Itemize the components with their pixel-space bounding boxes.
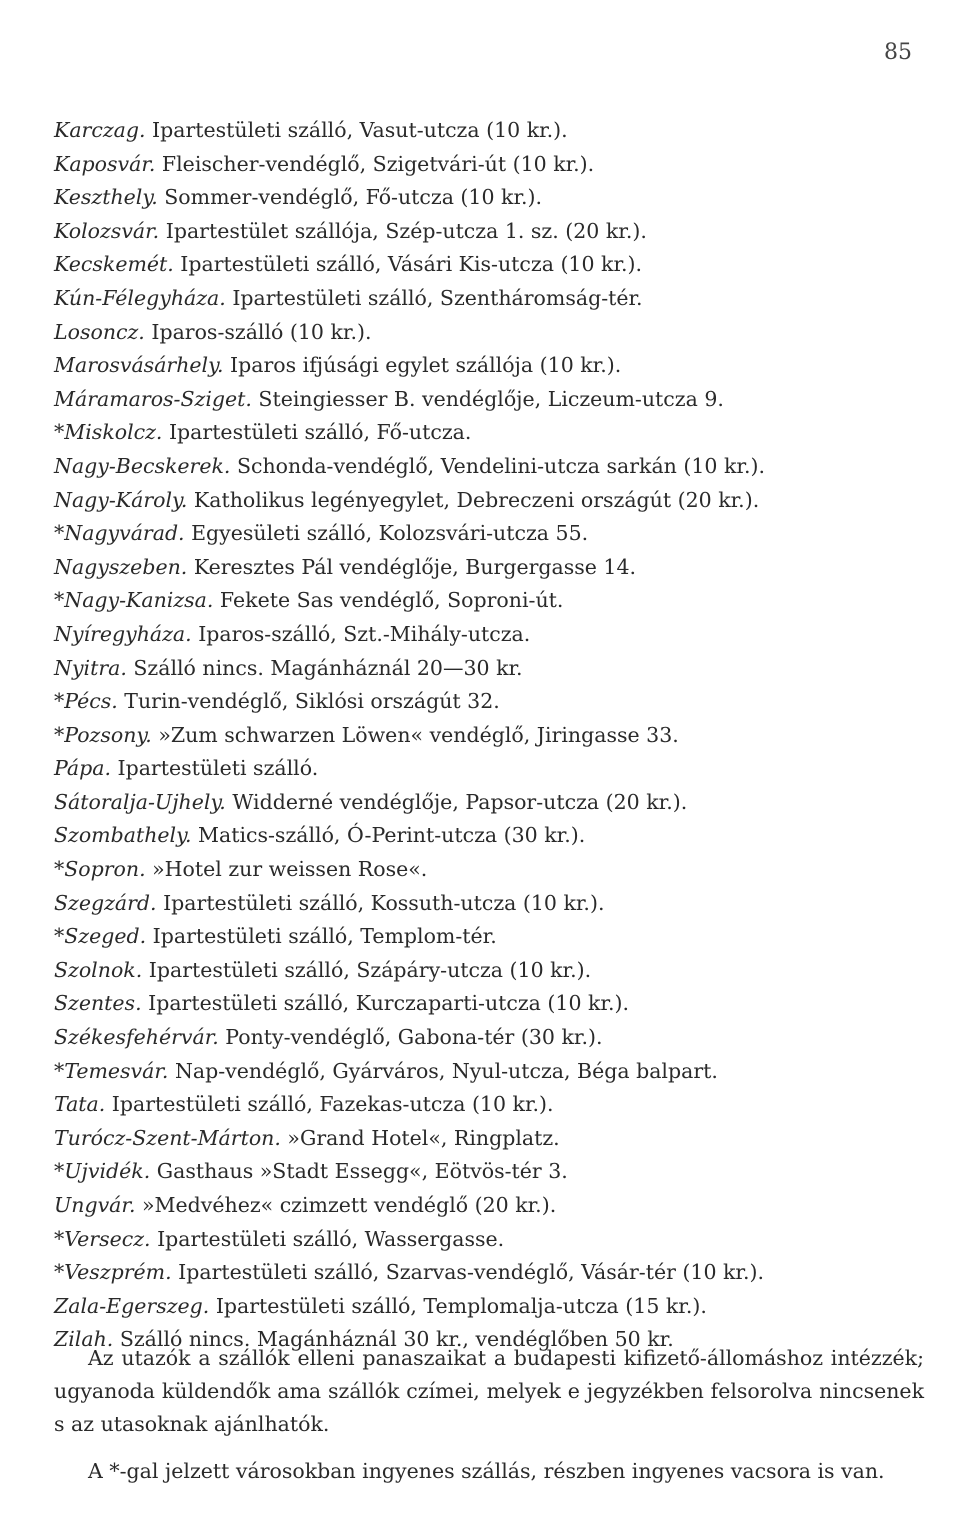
lodging-details: Gasthaus »Stadt Essegg«, Eötvös-tér 3. [150,1159,568,1184]
list-item [54,484,934,518]
lodging-details: Ipartestület szállója, Szép-utcza 1. sz. (20 kr.). [159,218,647,243]
city-name: Nyitra. [54,655,127,680]
list-item [54,181,934,215]
city-name: Sátoralja-Ujhely. [54,789,226,814]
lodging-details: Keresztes Pál vendéglője, Burgergasse 14. [187,554,637,579]
lodging-details: Ipartestületi szálló, Wassergasse. [150,1226,505,1251]
lodging-details: Iparos-szálló, Szt.-Mihály-utcza. [191,621,531,646]
list-item [54,383,934,417]
list-item [54,1088,934,1122]
list-item [54,248,934,282]
list-item [54,786,934,820]
lodging-details: Sommer-vendéglő, Fő-utcza (10 kr.). [157,185,543,210]
list-item [54,819,934,853]
city-name: Sopron. [64,857,146,882]
lodging-details: »Zum schwarzen Löwen« vendéglő, Jiringasse 33. [151,722,679,747]
list-item [54,148,934,182]
city-name: Zilah. [54,1327,114,1352]
list-item [54,1290,934,1324]
lodging-details: Katholikus legényegylet, Debreczeni országút (20 kr.). [187,487,760,512]
list-item [54,450,934,484]
city-name: Szeged. [64,924,147,949]
list-item [54,316,934,350]
city-name: Nagy-Kanizsa. [64,588,214,613]
lodging-details: Matics-szálló, Ó-Perint-utcza (30 kr.). [191,823,586,848]
city-name: Kecskemét. [54,252,174,277]
list-item [54,887,934,921]
asterisk-note: A *-gal jelzett városokban ingyenes szállás, részben ingyenes vacsora is van. [88,1459,885,1483]
city-name: Székesfehérvár. [54,1025,219,1050]
city-name: Szombathely. [54,823,192,848]
lodging-details: Ipartestületi szálló, Templom-tér. [146,924,497,949]
lodging-details: »Medvéhez« czimzett vendéglő (20 kr.). [135,1193,557,1217]
free-lodging-marker: * [54,722,65,747]
list-item [54,1055,934,1089]
city-name: Keszthely. [54,185,158,210]
lodging-details: Ipartestületi szálló, Templomalja-utcza (15 kr.). [209,1293,707,1318]
city-name: Veszprém. [64,1260,172,1285]
free-lodging-marker: * [54,924,65,949]
lodging-details: Schonda-vendéglő, Vendelini-utcza sarkán (10 kr.). [230,453,765,478]
free-lodging-marker: * [54,521,65,546]
list-item [54,416,934,450]
free-lodging-marker: * [54,1260,65,1285]
lodging-details: Ipartestületi szálló, Fazekas-utcza (10 kr.). [105,1092,554,1117]
list-item [54,282,934,316]
list-item [54,114,934,148]
city-name: Kaposvár. [54,151,156,176]
lodging-details: Iparos-szálló (10 kr.). [144,319,372,344]
free-lodging-marker: * [54,1159,65,1184]
lodging-details: Ipartestületi szálló, Kurczaparti-utcza (10 kr.). [141,991,630,1016]
lodging-details: Steingiesser B. vendéglője, Liczeum-utcza 9. [251,386,724,411]
lodging-details: Ipartestületi szálló, Szápáry-utcza (10 kr.). [142,957,592,982]
lodging-details: Szálló nincs. Magánháznál 30 kr., vendéglőben 50 kr. [113,1327,674,1352]
lodging-details: Ipartestületi szálló, Vásári Kis-utcza (10 kr.). [173,252,643,277]
lodging-details: »Hotel zur weissen Rose«. [145,857,428,882]
city-name: Nagyszeben. [54,554,188,579]
page-number: 85 [884,40,912,65]
list-item [54,1256,934,1290]
list-item [54,752,934,786]
list-item [54,920,934,954]
city-name: Karczag. [54,118,146,142]
lodging-details: »Grand Hotel«, Ringplatz. [280,1125,560,1150]
free-lodging-marker: * [54,857,65,882]
list-item [54,1189,934,1223]
lodging-details: Ipartestületi szálló, Szarvas-vendéglő, Vásár-tér (10 kr.). [171,1260,764,1285]
city-name: Szegzárd. [54,890,157,915]
list-item [54,954,934,988]
notes [54,1342,924,1488]
city-name: Nagy-Károly. [54,487,188,512]
free-lodging-marker: * [54,1226,65,1251]
lodging-details: Iparos ifjúsági egylet szállója (10 kr.). [223,353,622,378]
city-name: Kún-Félegyháza. [54,285,226,310]
city-name: Nyíregyháza. [54,621,192,646]
free-lodging-marker: * [54,588,65,613]
list-item [54,719,934,753]
city-name: Tata. [54,1092,106,1117]
city-name: Miskolcz. [64,420,163,445]
free-lodging-marker: * [54,689,65,714]
list-item [54,987,934,1021]
lodging-details: Ipartestületi szálló, Szentháromság-tér. [225,285,643,310]
city-name: Pécs. [64,689,118,714]
lodging-details: Ipartestületi szálló. [110,756,319,781]
city-name: Marosvásárhely. [54,353,224,378]
city-name: Losoncz. [54,319,145,344]
lodging-details: Ponty-vendéglő, Gabona-tér (30 kr.). [218,1025,603,1050]
lodging-details: Fekete Sas vendéglő, Soproni-út. [213,588,564,613]
lodging-details: Szálló nincs. Magánháznál 20—30 kr. [126,655,523,680]
free-lodging-marker: * [54,420,65,445]
list-item [54,1223,934,1257]
city-name: Szolnok. [54,957,143,982]
city-name: Ungvár. [54,1193,136,1217]
lodging-details: Egyesületi szálló, Kolozsvári-utcza 55. [184,521,589,546]
list-item [54,685,934,719]
hotel-list [54,114,934,1357]
list-item [54,618,934,652]
list-item [54,517,934,551]
lodging-details: Turin-vendéglő, Siklósi országút 32. [117,689,500,714]
list-item [54,349,934,383]
list-item [54,853,934,887]
city-name: Ujvidék. [64,1159,151,1184]
list-item [54,1021,934,1055]
city-name: Kolozsvár. [54,218,160,243]
lodging-details: Nap-vendéglő, Gyárváros, Nyul-utcza, Béga balpart. [168,1058,718,1083]
complaint-note: Az utazók a szállók elleni panaszaikat a budapesti kifizető-állomáshoz intézzék; ugyanoda küldendők ama szállók czímei, melyek e jegyzékben felsorolva nincsenek s az utasoknak ajánlhatók. [54,1346,924,1436]
city-name: Máramaros-Sziget. [54,386,252,411]
city-name: Pozsony. [64,722,152,747]
city-name: Versecz. [64,1226,151,1251]
free-lodging-marker: * [54,1058,65,1083]
lodging-details: Ipartestületi szálló, Vasut-utcza (10 kr.). [145,118,568,142]
city-name: Nagyvárad. [64,521,185,546]
city-name: Zala-Egerszeg. [54,1293,210,1318]
lodging-details: Ipartestületi szálló, Kossuth-utcza (10 kr.). [156,890,605,915]
list-item [54,551,934,585]
lodging-details: Ipartestületi szálló, Fő-utcza. [162,420,472,445]
city-name: Nagy-Becskerek. [54,453,231,478]
list-item [54,652,934,686]
lodging-details: Widderné vendéglője, Papsor-utcza (20 kr.). [225,789,688,814]
city-name: Pápa. [54,756,111,781]
lodging-details: Fleischer-vendéglő, Szigetvári-út (10 kr.). [155,151,595,176]
list-item [54,215,934,249]
list-item [54,584,934,618]
list-item [54,1155,934,1189]
city-name: Turócz-Szent-Márton. [54,1125,281,1150]
city-name: Temesvár. [64,1058,169,1083]
city-name: Szentes. [54,991,142,1016]
list-item [54,1122,934,1156]
